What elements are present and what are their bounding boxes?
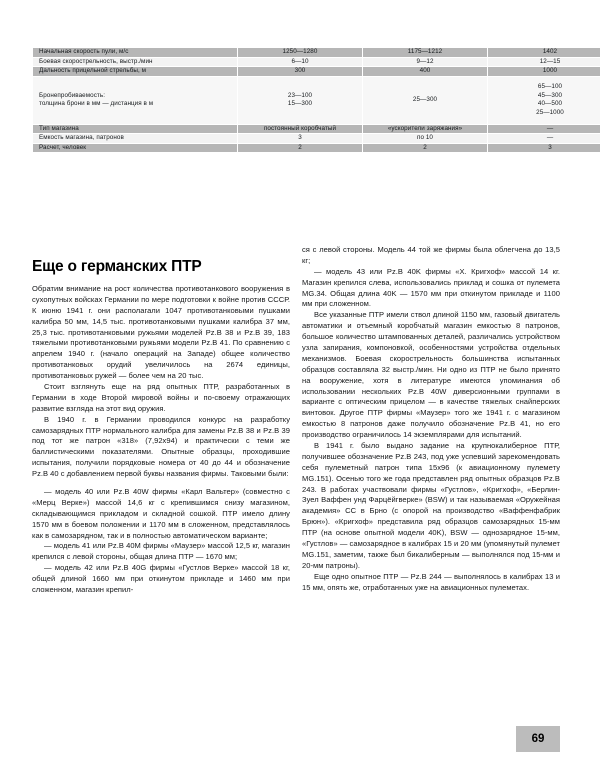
row-value-col1: 6—10 xyxy=(238,57,363,67)
paragraph: — модель 42 или Pz.B 40G фирмы «Густлов Верке» массой 18 кг, общей длиной 1660 мм при откинутом прикладе и 1460 мм при сложенном, магазин крепил- xyxy=(32,563,290,595)
paragraph: — модель 43 или Pz.B 40K фирмы «Х. Кригхоф» массой 14 кг. Магазин крепился слева, использовались приклад и сошка от пулемета MG.34. Общая длина 40K — 1570 мм при откинутом прикладе и 1100 мм при сложенном. xyxy=(302,266,560,309)
row-value-col2: 1175—1212 xyxy=(363,48,488,58)
table-row xyxy=(33,124,600,134)
table-row xyxy=(33,67,600,77)
row-value-col3: 3 xyxy=(488,143,600,153)
row-label: Емкость магазина, патронов xyxy=(33,134,238,144)
body-text-left-column xyxy=(32,284,290,596)
row-label: Тип магазина xyxy=(33,124,238,134)
paragraph: В 1941 г. было выдано задание на крупнокалиберное ПТР, получившее обозначение Pz.B 243, под уже успевший зарекомендовать себя пулеметный патрон типа 15x96 (к авиационному пулемету MG.151). Осенью того же года представлен ряд опытных образцов Pz.B 243. В работах участвовали фирмы «Густлов», «Кригхоф», «Берлин-Зуел Ваффен унд Фарцёйгверке» (BSW) и так называемая «Оружейная академия» СС в Брно (с опорой на производство «Ваффенфабрик Брюн»). «Кригхоф» представила ряд образцов самозарядных 15-мм ПТР (на основе опытной модели 40K), BSW — однозарядное 15-мм, «Густлов» — самозарядное в калибрах 15 и 20 мм (упомянутый пулемет MG.151, заметим, также был бикалиберным — выполнялся под 15-мм и 20-мм патроны). xyxy=(302,441,560,570)
row-value-col1: 3 xyxy=(238,134,363,144)
paragraph: Все указанные ПТР имели ствол длиной 1150 мм, газовый двигатель автоматики и отъемный коробчатый магазин емкостью 8 патронов, большое количество штампованных деталей, различались устройством узла запирания, компоновкой, особенностями устройства отдельных механизмов. Боевая скорострельность большинства испытанных образцов составляла 32 выстр./мин. Ни одно из ПТР не было принято на вооружение, хотя в литературе имеются упоминания об использовании нескольких Pz.B 40W диверсионными группами в варианте с оптическим прицелом — в качестве тяжелых снайперских винтовок. Другое ПТР фирмы «Маузер» того же 1941 г. с магазином емкостью 8 патронов даже получило обозначение Pz.B 41, но его производство ограничилось 14 экземплярами для испытаний. xyxy=(302,310,560,440)
row-value-col1: 2 xyxy=(238,143,363,153)
row-value-col3: — xyxy=(488,124,600,134)
row-value-col1: постоянный коробчатый xyxy=(238,124,363,134)
row-value-col3: 1402 xyxy=(488,48,600,58)
anti-tank-rifle-specs-table xyxy=(32,47,600,153)
row-value-col1: 1250—1280 xyxy=(238,48,363,58)
row-label: Бронепробиваемость: толщина брони в мм — дистанция в м xyxy=(33,76,238,124)
paragraph: Стоит взглянуть еще на ряд опытных ПТР, разработанных в Германии в ходе Второй мировой войны и по-своему отражающих развитие взгляда на этот вид оружия. xyxy=(32,382,290,413)
table-row xyxy=(33,143,600,153)
paragraph: Еще одно опытное ПТР — Pz.B 244 — выполнялось в калибрах 13 и 15 мм, опять же, отработанных уже на авиационных пулеметах. xyxy=(302,571,560,592)
paragraph: Обратим внимание на рост количества противотанкового вооружения в сухопутных войсках Германии по мере подготовки к войне против СССР. К июню 1941 г. они располагали 1047 противотанковыми пушками калибра 50 мм, 14,5 тыс. противотанковыми пушками калибра 37 мм, 25,3 тыс. противотанковыми ружьями моделей Pz.B 38 и Pz.B 39, 183 тяжелыми противотанковыми ружьями модели Pz.B 41. По сравнению с апрелем 1940 г. (начало операций на Западе) общее количество противотанковых орудий увеличилось на 2674 единицы, противотанковых ружей — более чем на 20 тыс. xyxy=(32,284,290,381)
section-heading: Еще о германских ПТР xyxy=(32,257,202,275)
row-value-col2: 400 xyxy=(363,67,488,77)
row-value-col1: 23—100 15—300 xyxy=(238,76,363,124)
row-value-col2: «ускорители заряжания» xyxy=(363,124,488,134)
table-row xyxy=(33,76,600,124)
paragraph: ся с левой стороны. Модель 44 той же фирмы была облегчена до 13,5 кг; xyxy=(302,245,560,265)
row-value-col1: 300 xyxy=(238,67,363,77)
paragraph: — модель 40 или Pz.B 40W фирмы «Карл Вальтер» (совместно с «Мерц Верке») массой 14,6 кг с крепившимся снизу магазином, складывающимся прикладом и складной сошкой. ПТР имело длину 1570 мм в боевом положении и 1170 мм в сложенном, представлялось как в самозарядном, так и в полностью автоматическом варианте; xyxy=(32,487,290,540)
row-value-col2: 2 xyxy=(363,143,488,153)
row-value-col3: 1000 xyxy=(488,67,600,77)
row-value-col3: 12—15 xyxy=(488,57,600,67)
paragraph: В 1940 г. в Германии проводился конкурс на разработку самозарядных ПТР нормального калибра для замены Pz.B 38 и Pz.B 39 под тот же патрон «318» (7,92x94) и практически с теми же баллистическими показателями. Опытные образцы, проходившие испытания, получили порядковые номера от 40 до 44 и обозначение Pz.B 40 с добавлением первой буквы названия фирмы. Таковыми были: xyxy=(32,414,290,479)
row-label: Боевая скорострельность, выстр./мин xyxy=(33,57,238,67)
row-label: Расчет, человек xyxy=(33,143,238,153)
row-value-col2: 25—300 xyxy=(363,76,488,124)
table-row xyxy=(33,134,600,144)
row-value-col3: 65—100 45—300 40—500 25—1000 xyxy=(488,76,600,124)
table-body xyxy=(33,48,600,153)
row-label: Дальность прицельной стрельбы, м xyxy=(33,67,238,77)
row-value-col2: по 10 xyxy=(363,134,488,144)
row-value-col2: 9—12 xyxy=(363,57,488,67)
body-text-right-column xyxy=(302,245,560,594)
row-value-col3: — xyxy=(488,134,600,144)
table-row xyxy=(33,57,600,67)
table-row xyxy=(33,48,600,58)
paragraph: — модель 41 или Pz.B 40M фирмы «Маузер» массой 12,5 кг, магазин крепился с левой стороны, общая длина ПТР — 1670 мм; xyxy=(32,541,290,562)
row-label: Начальная скорость пули, м/с xyxy=(33,48,238,58)
page-number: 69 xyxy=(516,726,560,752)
